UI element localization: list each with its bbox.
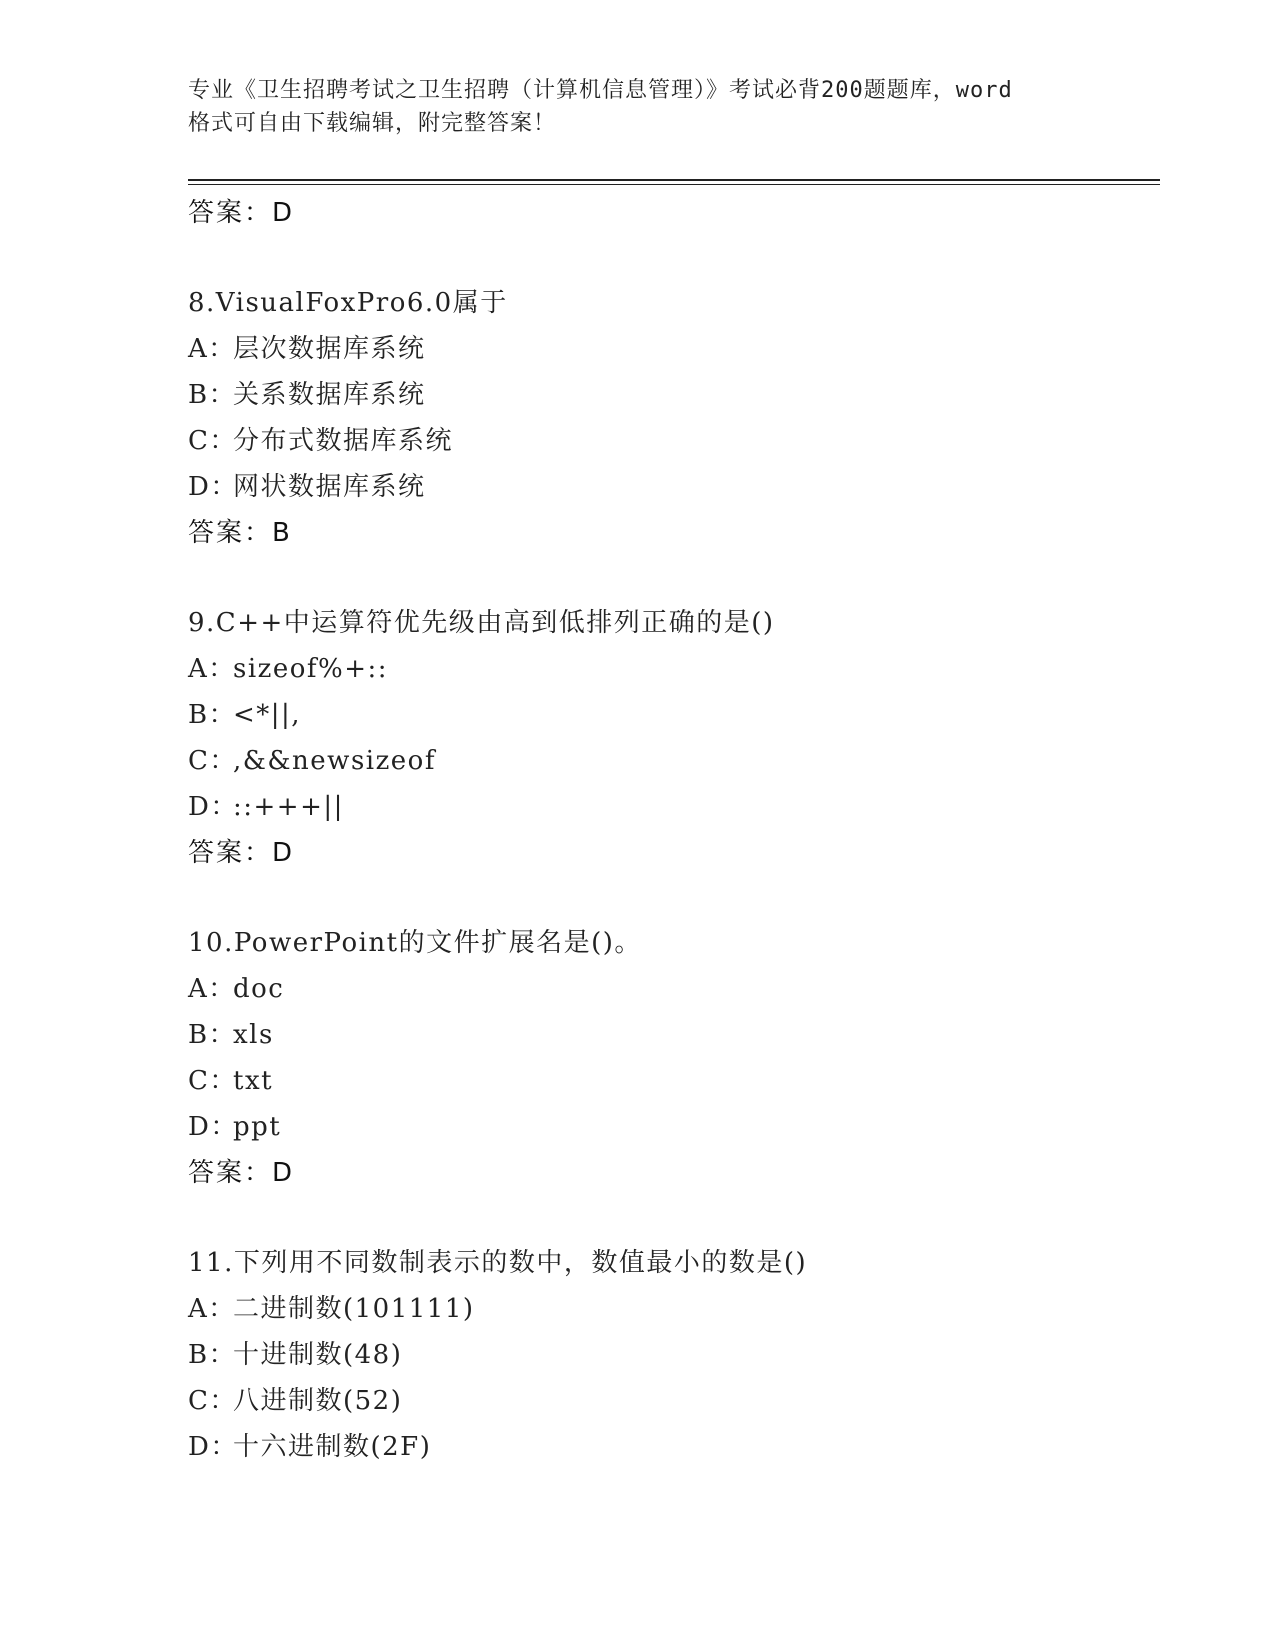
option-text: doc [233,974,285,1004]
question-block-8 [188,280,1168,556]
option-key: B： [188,1020,237,1050]
option-c [188,418,1168,464]
question-list [188,190,1168,1514]
question-title: 8.VisualFoxPro6.0属于 [188,288,508,318]
option-key: D： [188,792,238,822]
option-text: ,&&newsizeof [233,746,436,776]
option-text: 网状数据库系统 [233,472,426,502]
option-key: B： [188,1340,237,1370]
question-title: 11.下列用不同数制表示的数中，数值最小的数是() [188,1248,808,1278]
question-title: 9.C++中运算符优先级由高到低排列正确的是() [188,608,775,638]
option-a [188,1286,1168,1332]
option-b [188,372,1168,418]
header-divider-thin [188,184,1160,185]
option-key: D： [188,1112,238,1142]
header-divider-thick [188,179,1160,181]
option-key: A： [188,334,236,364]
answer-line: 答案：D [188,198,295,228]
option-text: ppt [233,1112,282,1142]
option-text: sizeof%+:: [233,654,389,684]
option-d [188,1104,1168,1150]
document-header [188,74,1088,140]
question-block-9 [188,600,1168,876]
option-key: C： [188,746,237,776]
option-text: 十六进制数(2F) [233,1432,432,1462]
option-key: B： [188,700,237,730]
option-c [188,1058,1168,1104]
option-a [188,326,1168,372]
option-text: 层次数据库系统 [233,334,426,364]
option-text: 分布式数据库系统 [233,426,454,456]
answer-line: 答案：D [188,838,295,868]
option-b [188,1012,1168,1058]
option-key: B： [188,380,237,410]
option-a [188,966,1168,1012]
question-block-11 [188,1240,1168,1470]
option-text: 十进制数(48) [233,1340,403,1370]
header-line-1: 专业《卫生招聘考试之卫生招聘（计算机信息管理）》考试必背200题题库，word [188,78,1013,103]
option-text: <*||, [233,700,302,730]
option-b [188,692,1168,738]
option-text: 二进制数(101111) [233,1294,475,1324]
option-text: txt [233,1066,274,1096]
option-key: D： [188,472,238,502]
question-block-10 [188,920,1168,1196]
option-c [188,1378,1168,1424]
answer-line: 答案：D [188,1158,295,1188]
option-key: A： [188,974,236,1004]
option-d [188,464,1168,510]
option-key: C： [188,1066,237,1096]
answer-line: 答案：B [188,518,292,548]
option-key: A： [188,654,236,684]
option-text: xls [233,1020,274,1050]
option-text: 关系数据库系统 [233,380,426,410]
option-a [188,646,1168,692]
question-title: 10.PowerPoint的文件扩展名是()。 [188,928,642,958]
option-d [188,784,1168,830]
option-b [188,1332,1168,1378]
header-line-2: 格式可自由下载编辑，附完整答案！ [188,111,557,136]
option-key: C： [188,426,237,456]
option-key: C： [188,1386,237,1416]
option-key: A： [188,1294,236,1324]
option-key: D： [188,1432,238,1462]
option-c [188,738,1168,784]
option-d [188,1424,1168,1470]
option-text: 八进制数(52) [233,1386,403,1416]
option-text: ::+++|| [233,792,344,822]
